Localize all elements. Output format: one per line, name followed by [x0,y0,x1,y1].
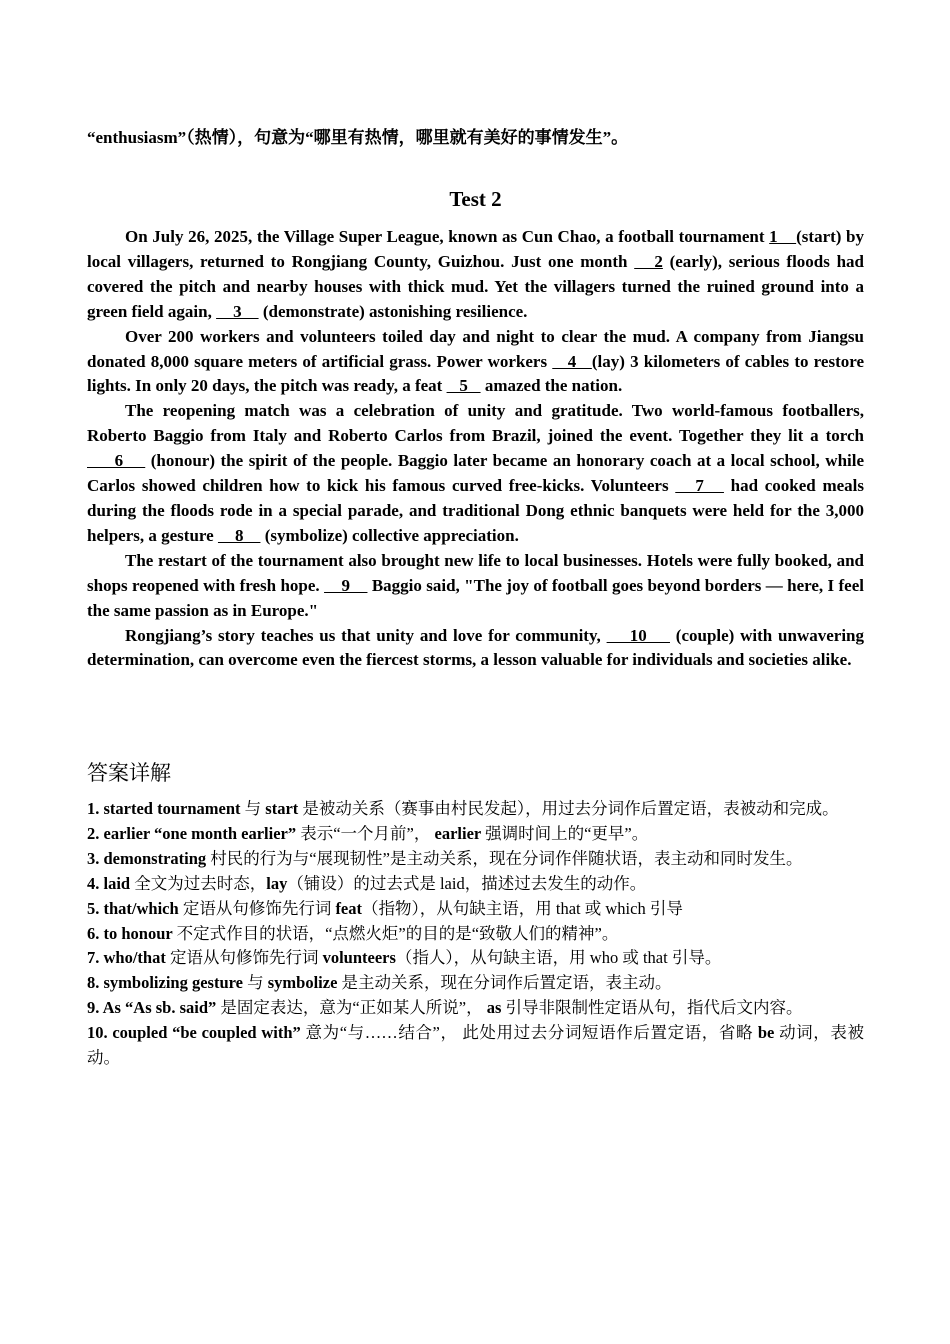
passage-paragraph-5: Rongjiang’s story teaches us that unity and love for community, 10 (couple) with unwavering determination, can overcome even the fiercest storms, a lesson valuable for individuals and societies alike. [87,625,864,670]
answer-item: 4. laid 全文为过去时态，lay（铺设）的过去式是 laid，描述过去发生的动作。 [87,873,647,893]
answer-item: 5. that/which 定语从句修饰先行词 feat（指物），从句缺主语，用 that 或 which 引导 [87,898,683,918]
blank-8: 8 [217,525,261,545]
answer-explanations [87,797,864,1071]
blank-10: 10 [606,625,670,645]
blank-1: 1 [769,227,797,246]
passage-paragraph-4: The restart of the tournament also brought new life to local businesses. Hotels were fully booked, and shops reopened with fresh hope. 9 Baggio said, "The joy of football goes beyond borders — here, I feel the same passion as in Europe." [87,550,864,620]
blank-9: 9 [324,575,368,595]
answer-item: 10. coupled “be coupled with” 意为“与……结合”， 此处用过去分词短语作后置定语，省略 be 动词，表被动。 [87,1023,865,1068]
blank-3: 3 [216,301,259,321]
answer-item: 2. earlier “one month earlier” 表示“一个月前”， earlier 强调时间上的“更早”。 [87,823,649,843]
passage-paragraph-3: The reopening match was a celebration of unity and gratitude. Two world-famous footballers, Roberto Baggio from Italy and Roberto Carlos from Brazil, joined the event. Together they lit a torch 6 (honour) the spirit of the people. Baggio later became an honorary coach at a local school, while Carlos showed children how to kick his famous curved free-kicks. Volunteers 7 had cooked meals during the floods rode in a special parade, and traditional Dong ethnic banquets were held for the 3,000 helpers, a gesture 8 (symbolize) collective appreciation. [87,401,865,545]
blank-4: 4 [552,351,592,371]
blank-7: 7 [675,476,724,496]
passage-paragraph-1: On July 26, 2025, the Village Super League, known as Cun Chao, a football tournament 1 (start) by local villagers, returned to Rongjiang County, Guizhou. Just one month 2 (early), serious floods had covered the pitch and nearby houses with thick mud. Yet the villagers turned the ruined ground into a green field again, 3 (demonstrate) astonishing resilience. [87,227,865,321]
answer-item: 8. symbolizing gesture 与 symbolize 是主动关系，现在分词作后置定语，表主动。 [87,973,672,993]
reading-passage [87,225,864,673]
blank-6: 6 [87,451,146,471]
answer-item: 1. started tournament 与 start 是被动关系（赛事由村民发起），用过去分词作后置定语，表被动和完成。 [87,799,839,818]
previous-answer-tail: “enthusiasm”（热情），句意为“哪里有热情，哪里就有美好的事情发生”。 [87,128,629,147]
answer-item: 3. demonstrating 村民的行为与“展现韧性”是主动关系，现在分词作伴随状语，表主动和同时发生。 [87,848,803,868]
blank-2: 2 [634,251,663,271]
passage-paragraph-2: Over 200 workers and volunteers toiled day and night to clear the mud. A company from Jiangsu donated 8,000 square meters of artificial grass. Power workers 4 (lay) 3 kilometers of cables to restore lights. In only 20 days, the pitch was ready, a feat 5 amazed the nation. [87,326,865,396]
test-title: Test 2 [449,187,502,211]
answer-item: 7. who/that 定语从句修饰先行词 volunteers（指人），从句缺主语，用 who 或 that 引导。 [87,948,722,968]
answer-item: 9. As “As sb. said” 是固定表达，意为“正如某人所说”， as 引导非限制性定语从句，指代后文内容。 [87,998,803,1018]
answers-heading: 答案详解 [87,761,171,785]
blank-5: 5 [446,376,481,396]
answer-item: 6. to honour 不定式作目的状语，“点燃火炬”的目的是“致敬人们的精神”。 [87,923,619,943]
